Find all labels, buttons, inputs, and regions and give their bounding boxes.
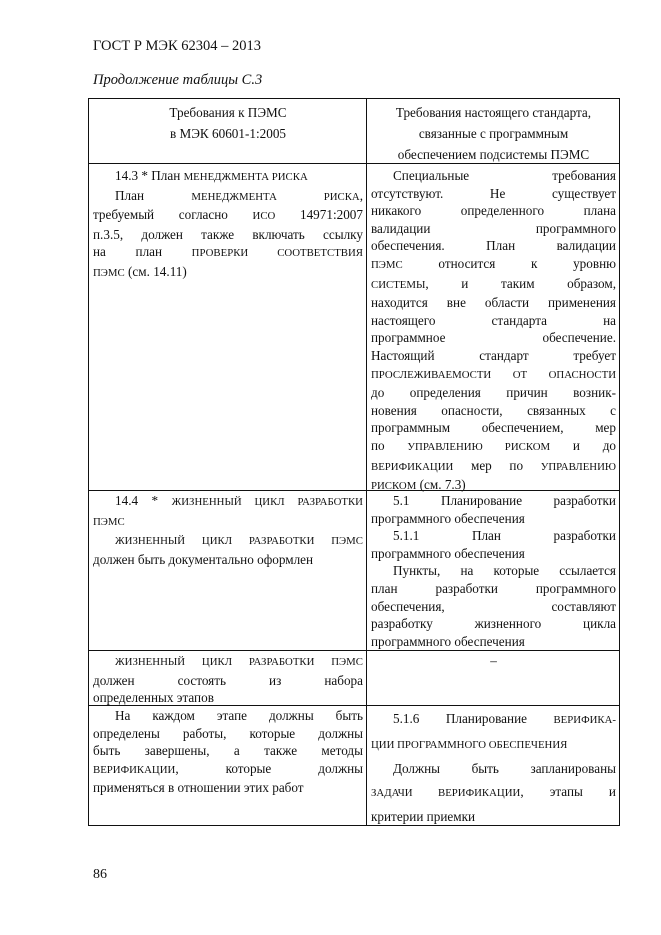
text-line: находится вне области применения	[371, 295, 616, 311]
text-line: ВЕРИФИКАЦИИ мер по УПРАВЛЕНИЮ	[371, 457, 616, 473]
text-line: ЗАДАЧИ ВЕРИФИКАЦИИ, этапы и	[371, 784, 616, 799]
text-line: никакого определенного плана	[371, 203, 616, 219]
text-line: новения опасности, связанных с	[371, 402, 616, 418]
text-line: должен быть документально оформлен	[93, 551, 314, 567]
text-line: 5.1 Планирование разработки	[393, 493, 616, 508]
text-line: обеспечения, составляют	[371, 598, 616, 614]
text-line: программного обеспечения	[371, 545, 525, 561]
text-line: обеспечения. План валидации	[371, 238, 616, 254]
text-line: ПЭМС	[93, 515, 125, 528]
text-line: Настоящий стандарт требует	[371, 347, 616, 363]
text-line: до определения причин возник-	[371, 385, 616, 401]
text-line: быть завершены, а также методы	[93, 743, 363, 759]
document-header: ГОСТ Р МЭК 62304 – 2013	[93, 38, 262, 54]
text-line: ВЕРИФИКАЦИИ, которые должны	[93, 760, 363, 776]
text-line: должен состоять из набора	[93, 672, 363, 688]
column-header-right	[371, 102, 616, 165]
text-line: ЖИЗНЕННЫЙ ЦИКЛ РАЗРАБОТКИ ПЭМС	[115, 656, 363, 668]
row-1-right-cell	[371, 167, 616, 496]
text-line: ЖИЗНЕННЫЙ ЦИКЛ РАЗРАБОТКИ ПЭМС	[115, 535, 363, 548]
row-4-right-cell	[371, 707, 616, 828]
text-line: определенных этапов	[93, 690, 214, 706]
text-line: план разработки программного	[371, 580, 616, 596]
text-line: СИСТЕМЫ, и таким образом,	[371, 275, 616, 291]
text-line: 14.3 * План МЕНЕДЖМЕНТА РИСКА	[115, 168, 308, 183]
header-line: в МЭК 60601-1:2005	[169, 126, 287, 141]
text-line: Должны быть запланированы	[393, 761, 616, 776]
text-line: ПЭМС относится к уровню	[371, 255, 616, 271]
row-1-left-cell	[93, 167, 363, 283]
text-line: ЦИИ ПРОГРАММНОГО ОБЕСПЕЧЕНИЯ	[371, 739, 568, 751]
text-line: критерии приемки	[371, 809, 476, 824]
column-divider	[366, 99, 367, 825]
text-line: На каждом этапе должны быть	[115, 708, 363, 723]
text-line: п.3.5, должен также включать ссылку	[93, 226, 363, 242]
text-line: 14.4 * ЖИЗНЕННЫЙ ЦИКЛ РАЗРАБОТКИ	[115, 493, 363, 508]
text-line: определены работы, которые должны	[93, 725, 363, 741]
text-line: программным обеспечением, мер	[371, 420, 616, 436]
text-line: 5.1.1 План разработки	[393, 528, 616, 544]
text-line: валидации программного	[371, 220, 616, 236]
row-2-left-cell	[93, 492, 363, 568]
row-2-right-cell	[371, 492, 616, 650]
text-line: ПРОСЛЕЖИВАЕМОСТИ ОТ ОПАСНОСТИ	[371, 368, 616, 381]
text-line: применяться в отношении этих работ	[93, 780, 304, 796]
text-line: настоящего стандарта на	[371, 312, 616, 328]
text-line: программного обеспечения	[371, 510, 525, 526]
text-line: отсутствуют. Не существует	[371, 185, 616, 201]
row-3-right-cell	[371, 652, 616, 670]
table-continuation-caption: Продолжение таблицы С.3	[93, 72, 263, 88]
text-line: РИСКОМ (см. 7.3)	[371, 477, 466, 493]
text-line: требуемый согласно ИСО 14971:2007	[93, 207, 363, 223]
row-3-left-cell	[93, 652, 363, 707]
requirements-table	[88, 98, 620, 826]
text-line: Специальные требования	[393, 168, 616, 183]
header-line: обеспечением подсистемы ПЭМС	[397, 147, 590, 162]
text-line: –	[490, 653, 497, 668]
text-line: ПЭМС (см. 14.11)	[93, 263, 187, 279]
text-line: План МЕНЕДЖМЕНТА РИСКА,	[115, 187, 363, 203]
text-line: по УПРАВЛЕНИЮ РИСКОМ и до	[371, 437, 617, 453]
text-line: на план ПРОВЕРКИ СООТВЕТСТВИЯ	[93, 244, 363, 260]
text-line: разработку жизненного цикла	[371, 616, 616, 632]
text-line: 5.1.6 Планирование ВЕРИФИКА-	[393, 711, 616, 726]
page-number: 86	[93, 867, 107, 882]
header-line: связанные с программным	[418, 126, 569, 141]
text-line: программного обеспечения	[371, 633, 525, 649]
row-4-left-cell	[93, 707, 363, 797]
text-line: программное обеспечение.	[371, 330, 616, 346]
column-header-left	[93, 102, 363, 144]
header-line: Требования к ПЭМС	[169, 105, 287, 120]
header-line: Требования настоящего стандарта,	[395, 105, 592, 120]
text-line: Пункты, на которые ссылается	[393, 563, 616, 579]
